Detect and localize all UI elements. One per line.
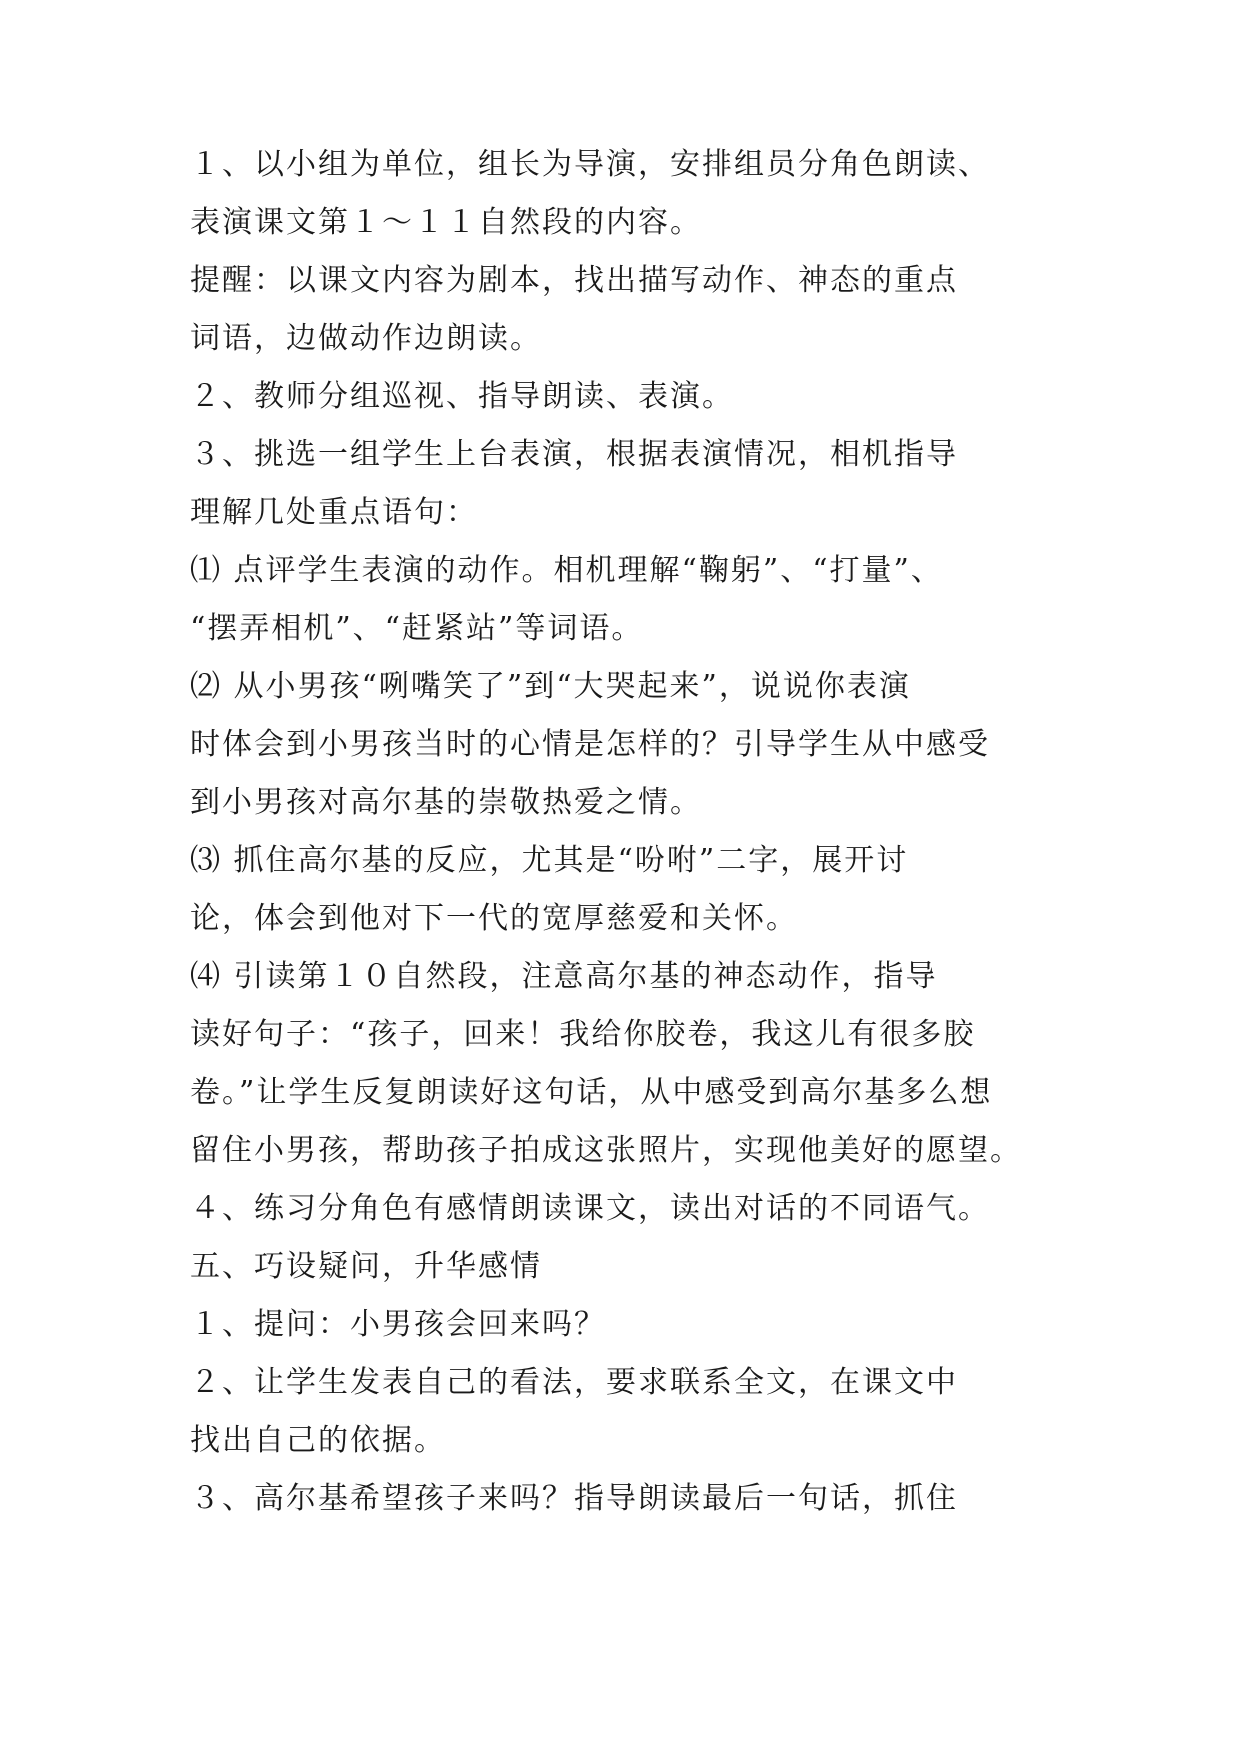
text-line: 时体会到小男孩当时的心情是怎样的？引导学生从中感受 bbox=[190, 727, 990, 762]
text-line: ⑴ 点评学生表演的动作。相机理解“鞠躬”、“打量”、 bbox=[190, 553, 943, 588]
text-line: ２、让学生发表自己的看法，要求联系全文，在课文中 bbox=[190, 1365, 958, 1400]
text-line: 论，体会到他对下一代的宽厚慈爱和关怀。 bbox=[190, 901, 798, 936]
text-line: 词语，边做动作边朗读。 bbox=[190, 321, 542, 356]
text-line: ⑶ 抓住高尔基的反应，尤其是“吩咐”二字，展开讨 bbox=[190, 843, 909, 878]
text-line: “摆弄相机”、“赶紧站”等词语。 bbox=[190, 611, 644, 646]
text-line: 提醒：以课文内容为剧本，找出描写动作、神态的重点 bbox=[190, 263, 958, 298]
text-line: ３、挑选一组学生上台表演，根据表演情况，相机指导 bbox=[190, 437, 958, 472]
text-line: ⑷ 引读第１０自然段，注意高尔基的神态动作，指导 bbox=[190, 959, 938, 994]
text-line: １、提问：小男孩会回来吗？ bbox=[190, 1307, 606, 1342]
text-line: ⑵ 从小男孩“咧嘴笑了”到“大哭起来”，说说你表演 bbox=[190, 669, 911, 704]
text-line: ４、练习分角色有感情朗读课文，读出对话的不同语气。 bbox=[190, 1191, 990, 1226]
text-line: 卷。”让学生反复朗读好这句话，从中感受到高尔基多么想 bbox=[190, 1075, 993, 1110]
text-line: 到小男孩对高尔基的崇敬热爱之情。 bbox=[190, 785, 702, 820]
body-text bbox=[190, 136, 1070, 1528]
text-line: 表演课文第１～１１自然段的内容。 bbox=[190, 205, 702, 240]
text-line: ３、高尔基希望孩子来吗？指导朗读最后一句话，抓住 bbox=[190, 1481, 958, 1516]
text-line: 找出自己的依据。 bbox=[190, 1423, 446, 1458]
text-line: 读好句子：“孩子，回来！我给你胶卷，我这儿有很多胶 bbox=[190, 1017, 976, 1052]
text-line: ２、教师分组巡视、指导朗读、表演。 bbox=[190, 379, 734, 414]
text-line: 五、巧设疑问，升华感情 bbox=[190, 1249, 542, 1284]
text-line: 留住小男孩，帮助孩子拍成这张照片，实现他美好的愿望。 bbox=[190, 1133, 1022, 1168]
text-line: １、以小组为单位，组长为导演，安排组员分角色朗读、 bbox=[190, 147, 990, 182]
text-line: 理解几处重点语句： bbox=[190, 495, 478, 530]
